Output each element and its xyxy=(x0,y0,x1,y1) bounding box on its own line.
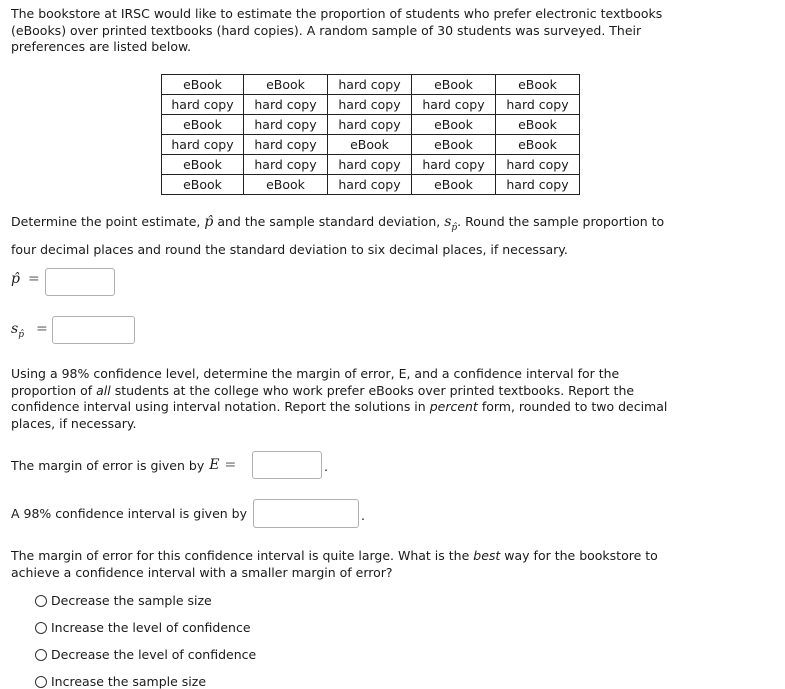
table-cell: eBook xyxy=(412,75,496,95)
q1-text-a: Determine the point estimate, xyxy=(11,214,201,229)
ci-input[interactable] xyxy=(253,499,359,528)
table-cell: eBook xyxy=(412,115,496,135)
table-cell: hard copy xyxy=(162,135,244,155)
table-cell: eBook xyxy=(244,75,328,95)
q1-line-2: four decimal places and round the standard deviation to six decimal places, if necessary. xyxy=(11,241,568,257)
q1-paragraph xyxy=(11,211,664,260)
table-cell: hard copy xyxy=(162,95,244,115)
table-row xyxy=(162,155,580,175)
moe-label: The margin of error is given by xyxy=(11,457,205,473)
table-cell: eBook xyxy=(496,75,580,95)
q2-line-4: places, if necessary. xyxy=(11,415,137,431)
intro-line-1: The bookstore at IRSC would like to estimate the proportion of students who prefer electronic textbooks xyxy=(11,6,663,21)
q2-line-2: proportion of all students at the college who work prefer eBooks over printed textbooks. Report the xyxy=(11,382,635,398)
table-cell: eBook xyxy=(244,175,328,195)
table-cell: hard copy xyxy=(496,95,580,115)
phat-symbol: p̂ xyxy=(204,214,214,230)
table-cell: hard copy xyxy=(328,155,412,175)
q2-paragraph xyxy=(11,366,667,432)
table-row xyxy=(162,135,580,155)
option-label: Decrease the level of confidence xyxy=(51,647,257,662)
table-cell: eBook xyxy=(162,175,244,195)
option-label: Increase the sample size xyxy=(51,674,207,689)
table-cell: hard copy xyxy=(328,75,412,95)
table-cell: eBook xyxy=(496,135,580,155)
table-cell: eBook xyxy=(412,175,496,195)
ci-label: A 98% confidence interval is given by xyxy=(11,506,247,521)
radio-circle-icon[interactable] xyxy=(35,622,47,634)
moe-period: . xyxy=(324,459,328,474)
table-cell: eBook xyxy=(162,155,244,175)
q1-text-c: . Round the sample proportion to xyxy=(457,214,665,229)
table-cell: eBook xyxy=(412,135,496,155)
option-label: Decrease the sample size xyxy=(51,593,212,608)
radio-circle-icon[interactable] xyxy=(35,676,47,688)
moe-row: The margin of error is given by E = xyxy=(11,457,237,473)
sp-label: $s_{p̂}$ = xyxy=(11,321,48,340)
table-row xyxy=(162,75,580,95)
table-cell: hard copy xyxy=(244,155,328,175)
q3-line-1: The margin of error for this confidence interval is quite large. What is the best way for the bookstore to xyxy=(11,548,658,563)
table-cell: hard copy xyxy=(244,115,328,135)
table-cell: eBook xyxy=(162,75,244,95)
moe-input[interactable] xyxy=(252,451,322,479)
table-cell: hard copy xyxy=(412,155,496,175)
phat-input[interactable] xyxy=(45,268,115,296)
q3-line-2: achieve a confidence interval with a smaller margin of error? xyxy=(11,564,393,580)
q2-line-3: confidence interval using interval notation. Report the solutions in percent form, rounded to two decimal xyxy=(11,399,668,414)
radio-circle-icon[interactable] xyxy=(35,649,47,661)
radio-circle-icon[interactable] xyxy=(35,595,47,607)
table-cell: eBook xyxy=(328,135,412,155)
option-decrease-sample-size[interactable] xyxy=(35,593,212,608)
table-cell: eBook xyxy=(162,115,244,135)
table-row xyxy=(162,95,580,115)
intro-paragraph xyxy=(11,6,662,56)
option-increase-confidence[interactable] xyxy=(35,620,251,635)
table-cell: eBook xyxy=(496,115,580,135)
table-row xyxy=(162,175,580,195)
ci-period: . xyxy=(361,508,365,523)
q1-line-1 xyxy=(11,211,664,239)
sp-input[interactable] xyxy=(52,316,135,344)
table-row xyxy=(162,115,580,135)
q3-paragraph xyxy=(11,548,658,581)
q1-text-b: and the sample standard deviation, xyxy=(217,214,441,229)
option-decrease-confidence[interactable] xyxy=(35,647,256,662)
option-label: Increase the level of confidence xyxy=(51,620,251,635)
sp-symbol: $s_{p̂}$ xyxy=(444,214,458,233)
table-cell: hard copy xyxy=(244,95,328,115)
moe-var: E xyxy=(209,457,220,473)
table-cell: hard copy xyxy=(328,175,412,195)
intro-line-2: (eBooks) over printed textbooks (hard copies). A random sample of 30 students was surveyed. Their xyxy=(11,22,642,38)
table-cell: hard copy xyxy=(496,155,580,175)
option-increase-sample-size[interactable] xyxy=(35,674,206,689)
table-cell: hard copy xyxy=(328,115,412,135)
table-cell: hard copy xyxy=(244,135,328,155)
q2-line-1: Using a 98% confidence level, determine the margin of error, E, and a confidence interval for the xyxy=(11,366,620,381)
intro-line-3: preferences are listed below. xyxy=(11,39,192,54)
table-cell: hard copy xyxy=(412,95,496,115)
phat-label: p̂ = xyxy=(11,271,40,287)
table-cell: hard copy xyxy=(496,175,580,195)
table-cell: hard copy xyxy=(328,95,412,115)
preferences-table xyxy=(161,74,580,195)
